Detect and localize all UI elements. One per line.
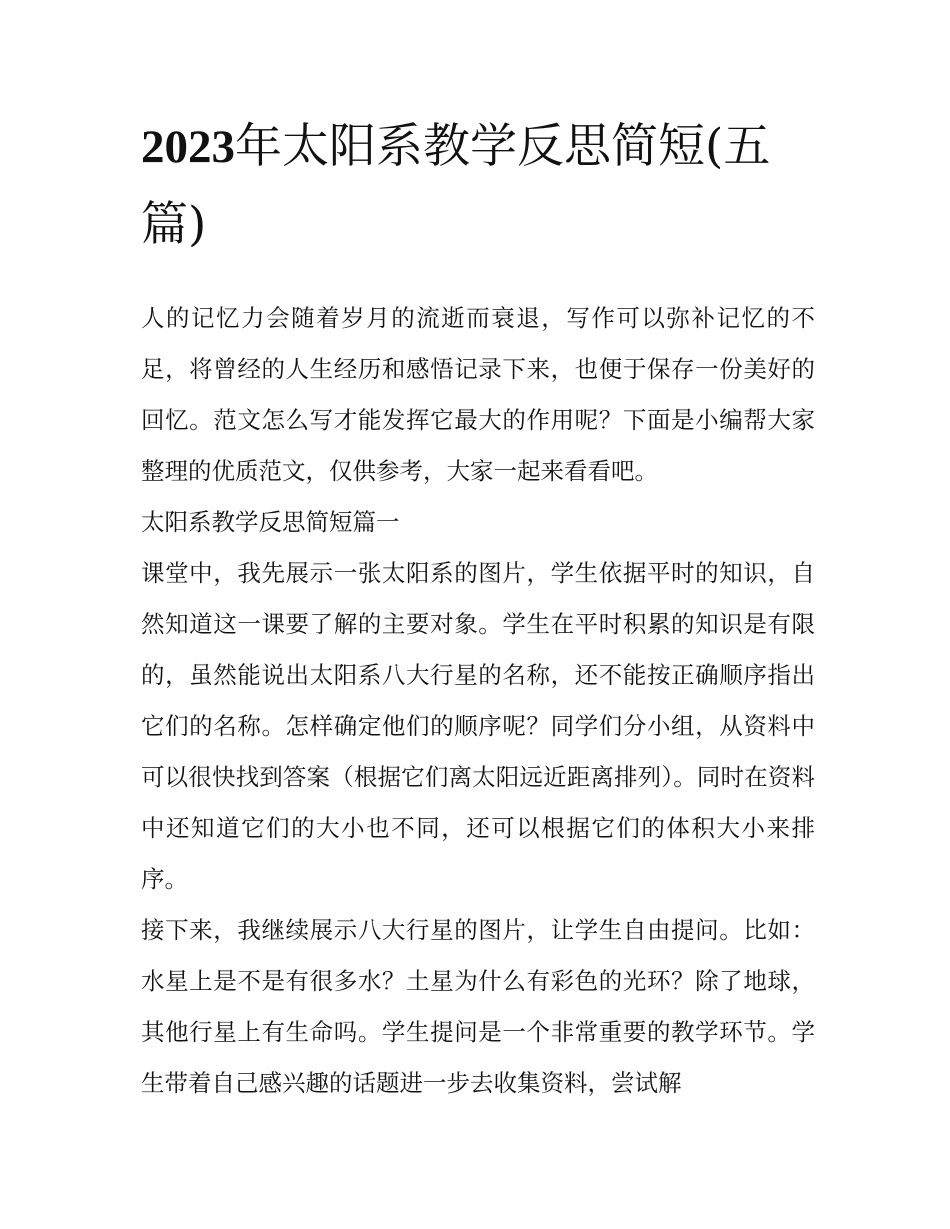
title-year: 2023 bbox=[141, 121, 235, 173]
document-page bbox=[141, 108, 815, 1109]
document-body bbox=[141, 293, 815, 1109]
body-paragraph: 接下来，我继续展示八大行星的图片，让学生自由提问。比如：水星上是不是有很多水？土星为什么有彩色的光环？除了地球，其他行星上有生命吗。学生提问是一个非常重要的教学环节。学生带着自己感兴趣的话题进一步去收集资料，尝试解 bbox=[141, 916, 815, 1097]
document-title bbox=[141, 108, 815, 263]
section-heading: 太阳系教学反思简短篇一 bbox=[141, 508, 400, 536]
intro-paragraph: 人的记忆力会随着岁月的流逝而衰退，写作可以弥补记忆的不足，将曾经的人生经历和感悟记录下来，也便于保存一份美好的回忆。范文怎么写才能发挥它最大的作用呢？下面是小编帮大家整理的优质范文，仅供参考，大家一起来看看吧。 bbox=[141, 304, 815, 485]
title-text: 年太阳系教学反思简短(五篇) bbox=[141, 119, 771, 252]
body-paragraph: 课堂中，我先展示一张太阳系的图片，学生依据平时的知识，自然知道这一课要了解的主要对象。学生在平时积累的知识是有限的，虽然能说出太阳系八大行星的名称，还不能按正确顺序指出它们的名称。怎样确定他们的顺序呢？同学们分小组，从资料中可以很快找到答案（根据它们离太阳远近距离排列）。同时在资料中还知道它们的大小也不同，还可以根据它们的体积大小来排序。 bbox=[141, 559, 815, 893]
